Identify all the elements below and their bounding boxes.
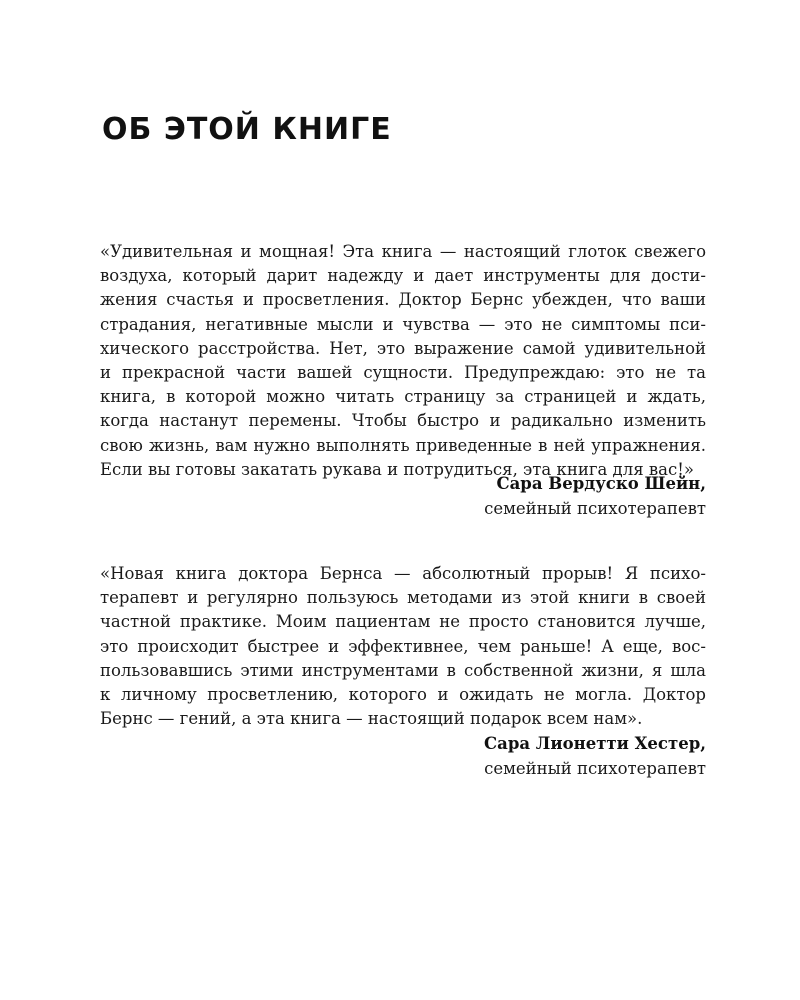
quote-author-role: семейный психотерапевт xyxy=(484,758,706,778)
quote-line: жения счастья и просветления. Доктор Бернс убежден, что ваши xyxy=(100,290,706,310)
quote-line: к личному просветлению, которого и ожидать не могла. Доктор xyxy=(100,684,706,704)
quote-line: пользовавшись этими инструментами в собственной жизни, я шла xyxy=(100,660,706,680)
quote-line: Бернс — гений, а эта книга — настоящий подарок всем нам». xyxy=(100,709,643,729)
testimonial-quote-1 xyxy=(100,240,706,482)
quote-line: свою жизнь, вам нужно выполнять приведенные в ней упражнения. xyxy=(100,435,706,455)
attribution-2 xyxy=(484,732,706,781)
quote-line: хического расстройства. Нет, это выражение самой удивительной xyxy=(100,338,706,358)
quote-line: воздуха, который дарит надежду и дает инструменты для дости- xyxy=(100,266,706,286)
quote-line: «Удивительная и мощная! Эта книга — настоящий глоток свежего xyxy=(100,242,706,261)
quote-line: и прекрасной части вашей сущности. Предупреждаю: это не та xyxy=(100,362,706,382)
quote-author: Сара Вердуско Шейн, xyxy=(496,474,706,493)
quote-line: терапевт и регулярно пользуюсь методами из этой книги в своей xyxy=(100,588,706,608)
page-title: ОБ ЭТОЙ КНИГЕ xyxy=(102,112,392,147)
quote-line: книга, в которой можно читать страницу за страницей и ждать, xyxy=(100,387,706,407)
quote-line: частной практике. Моим пациентам не просто становится лучше, xyxy=(100,612,706,632)
quote-line: когда настанут перемены. Чтобы быстро и радикально изменить xyxy=(100,411,706,431)
testimonial-quote-2 xyxy=(100,562,706,731)
quote-line: это происходит быстрее и эффективнее, чем раньше! А еще, вос- xyxy=(100,636,706,656)
quote-line: страдания, негативные мысли и чувства — это не симптомы пси- xyxy=(100,314,706,334)
quote-line: «Новая книга доктора Бернса — абсолютный прорыв! Я психо- xyxy=(100,564,706,583)
quote-author: Сара Лионетти Хестер, xyxy=(484,734,706,753)
attribution-1 xyxy=(484,472,706,521)
quote-author-role: семейный психотерапевт xyxy=(484,498,706,518)
quote-line: Если вы готовы закатать рукава и потрудиться, эта книга для вас!» xyxy=(100,459,694,479)
